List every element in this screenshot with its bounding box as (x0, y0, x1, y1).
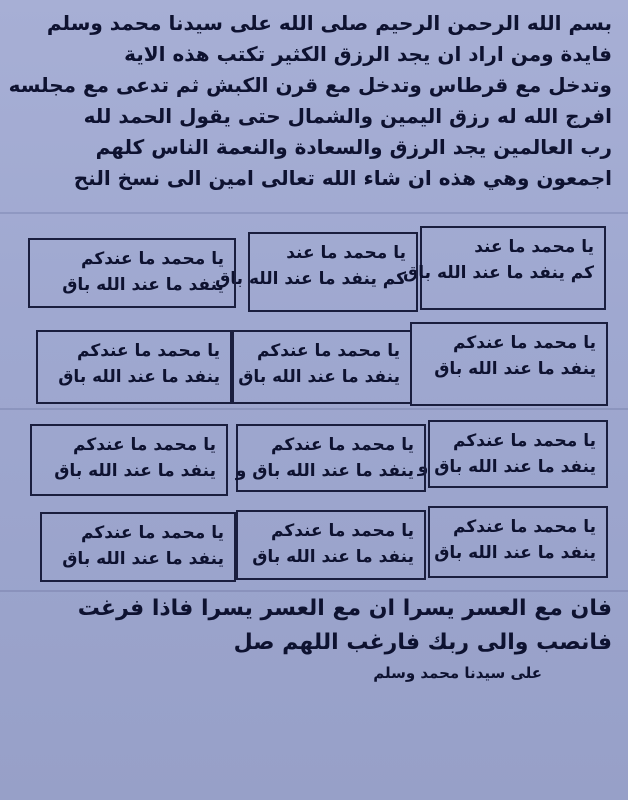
talisman-box (28, 238, 236, 308)
talisman-box (40, 512, 236, 582)
talisman-line: ينفد ما عند الله باق (58, 367, 220, 387)
talisman-box (36, 330, 232, 404)
closing-blessing-line: على سيدنا محمد وسلم (373, 664, 542, 682)
intro-line: اجمعون وهي هذه ان شاء الله تعالى امين الى نسخ النح (73, 166, 612, 190)
intro-line: فايدة ومن اراد ان يجد الرزق الكثير تكتب هذه الاية (124, 42, 612, 66)
talisman-box (215, 232, 418, 312)
talisman-line: ينفد ما عند الله باق (252, 547, 414, 567)
talisman-line: ينفد ما عند الله باق (238, 367, 400, 387)
talisman-line: يا محمد ما عند (286, 243, 406, 263)
intro-line: رب العالمين يجد الرزق والسعادة والنعمة الناس كلهم (95, 135, 612, 159)
intro-text (8, 8, 612, 194)
talisman-box (236, 424, 426, 492)
talisman-line: ينفد ما عند الله باق (434, 359, 596, 379)
talisman-box (30, 424, 228, 496)
talisman-box (232, 330, 412, 404)
talisman-line: يا محمد ما عندكم (72, 435, 216, 455)
talisman-line: يا محمد ما عندكم (270, 435, 414, 455)
talisman-line: ينفد ما عند الله باق (434, 543, 596, 563)
talisman-line: كم ينفد ما عند الله باق (215, 269, 406, 289)
talisman-box (236, 510, 426, 580)
talisman-line: يا محمد ما عندكم (256, 341, 400, 361)
paper-fold-line (0, 212, 628, 214)
intro-line: وتدخل مع قرطاس وتدخل مع قرن الكبش ثم تدعى مع مجلسه (8, 73, 612, 97)
talisman-line: ينفد ما عند الله باق و (417, 457, 596, 477)
talisman-box (410, 322, 608, 406)
talisman-line: ينفد ما عند الله باق (62, 549, 224, 569)
talisman-line: يا محمد ما عند (474, 237, 594, 257)
paper-fold-line (0, 590, 628, 592)
talisman-line: ينفد ما عند الله باق و (235, 461, 414, 481)
talisman-line: يا محمد ما عندكم (452, 431, 596, 451)
talisman-line: يا محمد ما عندكم (80, 249, 224, 269)
talisman-line: يا محمد ما عندكم (452, 517, 596, 537)
intro-line: بسم الله الرحمن الرحيم صلى الله على سيدنا محمد وسلم (46, 11, 612, 35)
talisman-box (417, 420, 608, 488)
talisman-line: كم ينفد ما عند الله باق (403, 263, 594, 283)
talisman-line: يا محمد ما عندكم (80, 523, 224, 543)
closing-verse-line: فان مع العسر يسرا ان مع العسر يسرا فاذا فرغت (77, 596, 612, 621)
talisman-box (428, 506, 608, 578)
talisman-line: ينفد ما عند الله باق (62, 275, 224, 295)
talisman-line: يا محمد ما عندكم (76, 341, 220, 361)
talisman-box (403, 226, 606, 310)
paper-fold-line (0, 408, 628, 410)
closing-verse-line: فانصب والى ربك فارغب اللهم صل (233, 630, 612, 655)
talisman-line: يا محمد ما عندكم (452, 333, 596, 353)
talisman-line: يا محمد ما عندكم (270, 521, 414, 541)
intro-line: افرج الله له رزق اليمين والشمال حتى يقول الحمد لله (83, 104, 612, 128)
talisman-line: ينفد ما عند الله باق (54, 461, 216, 481)
